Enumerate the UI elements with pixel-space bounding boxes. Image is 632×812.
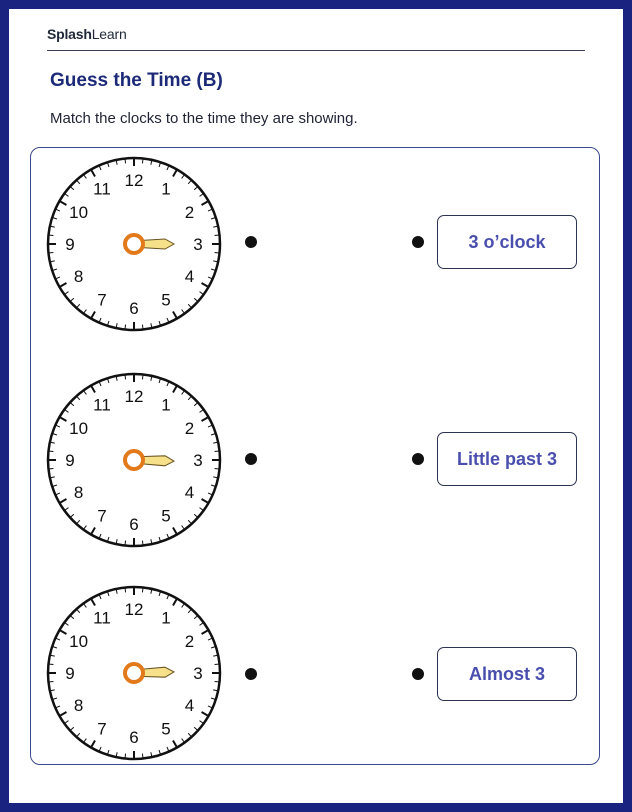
match-dot-left-1[interactable] [245, 236, 257, 248]
clock-number-4: 4 [184, 483, 195, 502]
clock-number-8: 8 [73, 267, 84, 286]
worksheet-title: Guess the Time (B) [50, 70, 223, 91]
clock-number-6: 6 [129, 515, 139, 534]
clock-number-7: 7 [97, 290, 107, 310]
match-dot-left-2[interactable] [245, 453, 257, 465]
worksheet-page [9, 9, 623, 803]
clock-number-1: 1 [161, 395, 171, 415]
clock-number-9: 9 [65, 451, 75, 470]
clock-number-6: 6 [129, 299, 139, 318]
answer-box-3[interactable]: Almost 3 [437, 647, 577, 701]
clock-number-8: 8 [73, 696, 84, 715]
answer-box-2[interactable]: Little past 3 [437, 432, 577, 486]
clock-number-7: 7 [97, 719, 107, 739]
clock-number-1: 1 [161, 608, 171, 628]
clock-number-2: 2 [184, 632, 195, 651]
clock-number-9: 9 [65, 235, 75, 254]
clock-number-11: 11 [93, 608, 111, 628]
clock-number-9: 9 [65, 664, 75, 683]
clock-number-4: 4 [184, 696, 195, 715]
worksheet-instructions: Match the clocks to the time they are showing. [50, 110, 358, 127]
clock-number-2: 2 [184, 419, 195, 438]
clock-pivot [125, 664, 143, 682]
clock-pivot [125, 451, 143, 469]
match-dot-right-3[interactable] [412, 668, 424, 680]
brand-logo [47, 26, 127, 42]
clock-number-3: 3 [193, 451, 203, 470]
clock-number-11: 11 [93, 395, 111, 415]
clock-face-1 [44, 154, 224, 334]
clock-number-3: 3 [193, 235, 203, 254]
clock-face-3 [44, 583, 224, 763]
clock-number-5: 5 [161, 719, 171, 739]
match-dot-right-2[interactable] [412, 453, 424, 465]
clock-number-1: 1 [161, 179, 171, 199]
clock-number-4: 4 [184, 267, 195, 286]
clock-number-5: 5 [161, 506, 171, 526]
clock-number-12: 12 [124, 171, 144, 190]
match-dot-right-1[interactable] [412, 236, 424, 248]
clock-number-10: 10 [69, 203, 89, 222]
header-divider [47, 50, 585, 51]
clock-number-12: 12 [124, 387, 144, 406]
clock-number-3: 3 [193, 664, 203, 683]
clock-face-2 [44, 370, 224, 550]
brand-light: Learn [91, 26, 127, 42]
clock-number-10: 10 [69, 419, 89, 438]
clock-number-2: 2 [184, 203, 195, 222]
clock-number-12: 12 [124, 600, 144, 619]
brand-bold: Splash [47, 26, 92, 42]
clock-number-5: 5 [161, 290, 171, 310]
match-dot-left-3[interactable] [245, 668, 257, 680]
clock-number-6: 6 [129, 728, 139, 747]
clock-number-10: 10 [69, 632, 89, 651]
clock-number-8: 8 [73, 483, 84, 502]
clock-number-7: 7 [97, 506, 107, 526]
answer-box-1[interactable]: 3 o’clock [437, 215, 577, 269]
clock-pivot [125, 235, 143, 253]
clock-number-11: 11 [93, 179, 111, 199]
